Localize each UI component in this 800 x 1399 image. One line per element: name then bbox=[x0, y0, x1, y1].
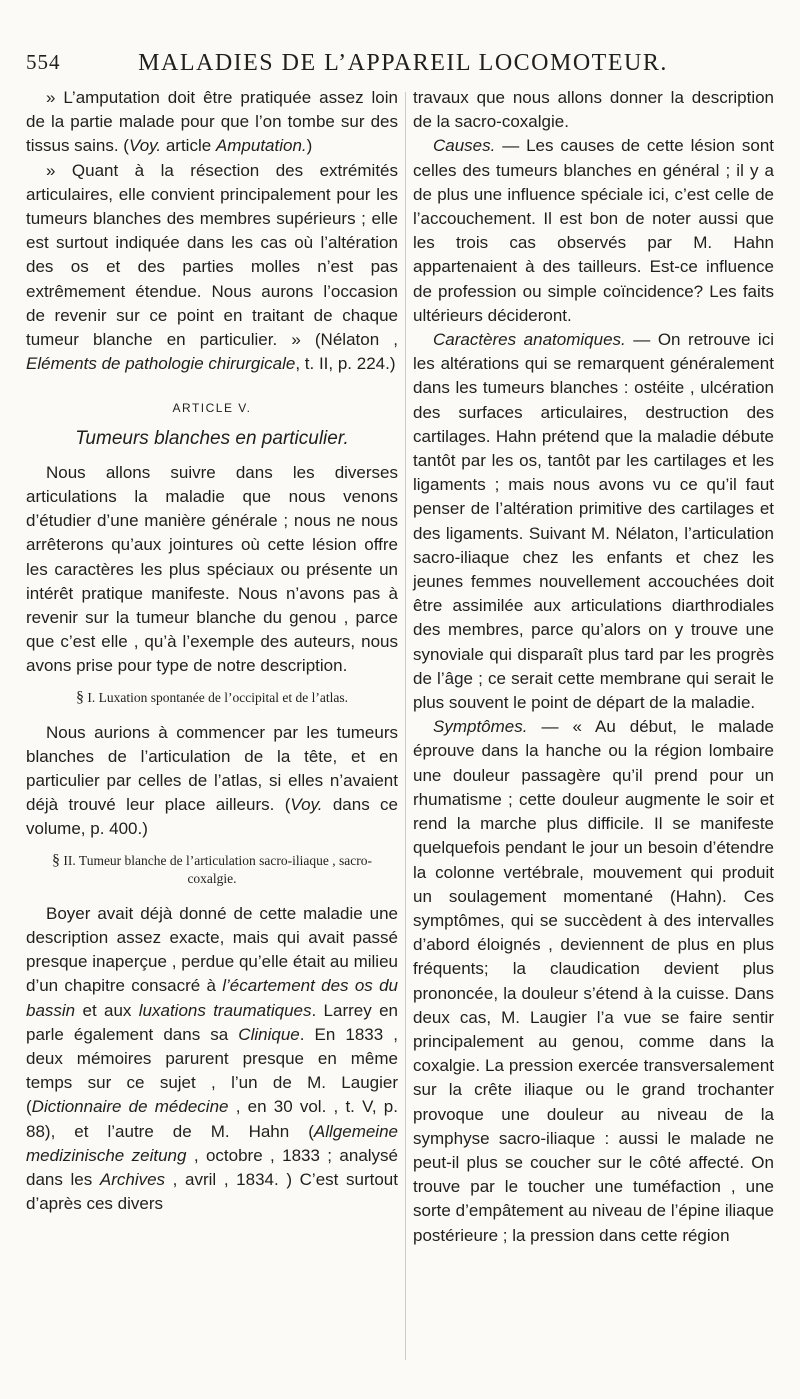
article-title: Tumeurs blanches en particulier. bbox=[75, 427, 349, 449]
page-header bbox=[26, 50, 780, 80]
running-title: MALADIES DE L’APPAREIL LOCOMOTEUR. bbox=[138, 50, 668, 76]
paragraph-continuation: travaux que nous allons donner la description de la sacro-coxalgie. bbox=[413, 88, 774, 132]
paragraph-anatomy: Caractères anatomiques. — On retrouve ici les altérations qui se remarquent généralement dans les tumeurs blanches : ostéite , ulcération des surfaces articulaires, destruction des cartilages. Hahn prétend que la maladie débute tantôt par les os, tantôt par les cartilages et les ligaments ; mais nous avons vu ce qu’il faut penser de l’altération primitive des cartilages et des ligaments. Suivant M. Nélaton, l’articulation sacro-iliaque chez les enfants et chez les jeunes femmes nouvellement accouchées doit être assimilée aux articulations diarthrodiales des membres, parce qu’alors on y trouve une synoviale qui disparaît plus tard par les progrès de l’âge ; ce serait cette membrane qui serait le plus souvent le point de départ de la maladie. bbox=[413, 330, 774, 713]
paragraph-symptoms: Symptômes. — « Au début, le malade éprouve dans la hanche ou la région lombaire une douleur passagère qu’il prend pour un rhumatisme ; cette douleur augmente le soir et rend la marche plus difficile. Il se manifeste quelquefois pendant le jour un besoin d’étendre la colonne vertébrale, mouvement qui produit un soulagement momentané (Hahn). Ces symptômes, qui se succèdent à des intervalles d’abord éloignés , deviennent de plus en plus fréquents; la claudication devient plus prononcée, la douleur s’étend à la cuisse. Dans deux cas, M. Laugier l’a vue se faire sentir principalement au genou, comme dans la coxalgie. La pression exercée transversalement sur la crête iliaque ou le grand trochanter provoque une douleur au niveau de la symphyse sacro-iliaque : aussi le malade ne peut-il plus se coucher sur le côté affecté. On trouve par le toucher une tuméfaction , une sorte d’empâtement au niveau de l’épine iliaque postérieure ; la pression dans cette région bbox=[413, 717, 774, 1245]
paragraph-resection: » Quant à la résection des extrémités articulaires, elle convient principalement pour les tumeurs blanches des membres supérieurs ; elle est surtout indiquée dans les cas où l’altération des os et des parties molles n’est pas extrêmement étendue. Nous aurons l’occasion de revenir sur ce point en traitant de chaque tumeur blanche en particulier. » (Nélaton , Eléments de pathologie chirurgicale, t. II, p. 224.) bbox=[26, 160, 398, 374]
section-symbol: § bbox=[52, 851, 61, 869]
section-heading-1: § I. Luxation spontanée de l’occipital et de l’atlas. bbox=[76, 688, 348, 706]
section-symbol: § bbox=[76, 688, 85, 706]
paragraph-causes: Causes. — Les causes de cette lésion sont celles des tumeurs blanches en général ; il y a de plus une influence spéciale ici, c’est celle de l’accouchement. Il est bon de noter aussi que les trois cas observés par M. Hahn appartenaient à des tailleurs. Est-ce influence de profession ou simple coïncidence? Les faits ultérieurs décideront. bbox=[413, 136, 774, 325]
column-divider bbox=[405, 92, 406, 1360]
anatomy-label: Caractères anatomiques. bbox=[433, 330, 626, 350]
paragraph-introduction: Nous allons suivre dans les diverses articulations la maladie que nous venons d’étudier d’une manière générale ; nous ne nous arrêterons qu’aux jointures où cette lésion offre les caractères les plus spéciaux ou présente un intérêt pratique manifeste. Nous n’avons pas à revenir sur la tumeur blanche du genou , parce que c’est elle , qu’à l’exemple des auteurs, nous avons prise pour type de notre description. bbox=[26, 462, 398, 676]
causes-label: Causes. bbox=[433, 136, 496, 156]
paragraph-atlas: Nous aurions à commencer par les tumeurs blanches de l’articulation de la tête, et en particulier par celles de l’atlas, si elles n’avaient déjà trouvé leur place ailleurs. (Voy. dans ce volume, p. 400.) bbox=[26, 722, 398, 839]
section-heading-2: § II. Tumeur blanche de l’articulation sacro-iliaque , sacro-coxalgie. bbox=[52, 851, 372, 886]
paragraph-history: Boyer avait déjà donné de cette maladie une description assez exacte, mais qui avait passé presque inaperçue , perdue qu’elle était au milieu d’un chapitre consacré à l’écartement des os du bassin et aux luxations traumatiques. Larrey en parle également dans sa Clinique. En 1833 , deux mémoires parurent presque en même temps sur ce sujet , l’un de M. Laugier (Dictionnaire de médecine , en 30 vol. , t. V, p. 88), et l’autre de M. Hahn (Allgemeine medizinische zeitung , octobre , 1833 ; analysé dans les Archives , avril , 1834. ) C’est surtout d’après ces divers bbox=[26, 903, 399, 1214]
left-column bbox=[26, 86, 398, 1216]
article-label: ARTICLE V. bbox=[172, 401, 252, 416]
symptoms-label: Symptômes. bbox=[433, 717, 528, 737]
right-column bbox=[413, 86, 774, 1248]
paragraph-amputation: » L’amputation doit être pratiquée assez loin de la partie malade pour que l’on tombe sur des tissus sains. (Voy. article Amputation.) bbox=[26, 88, 398, 156]
page-number: 554 bbox=[26, 50, 61, 74]
